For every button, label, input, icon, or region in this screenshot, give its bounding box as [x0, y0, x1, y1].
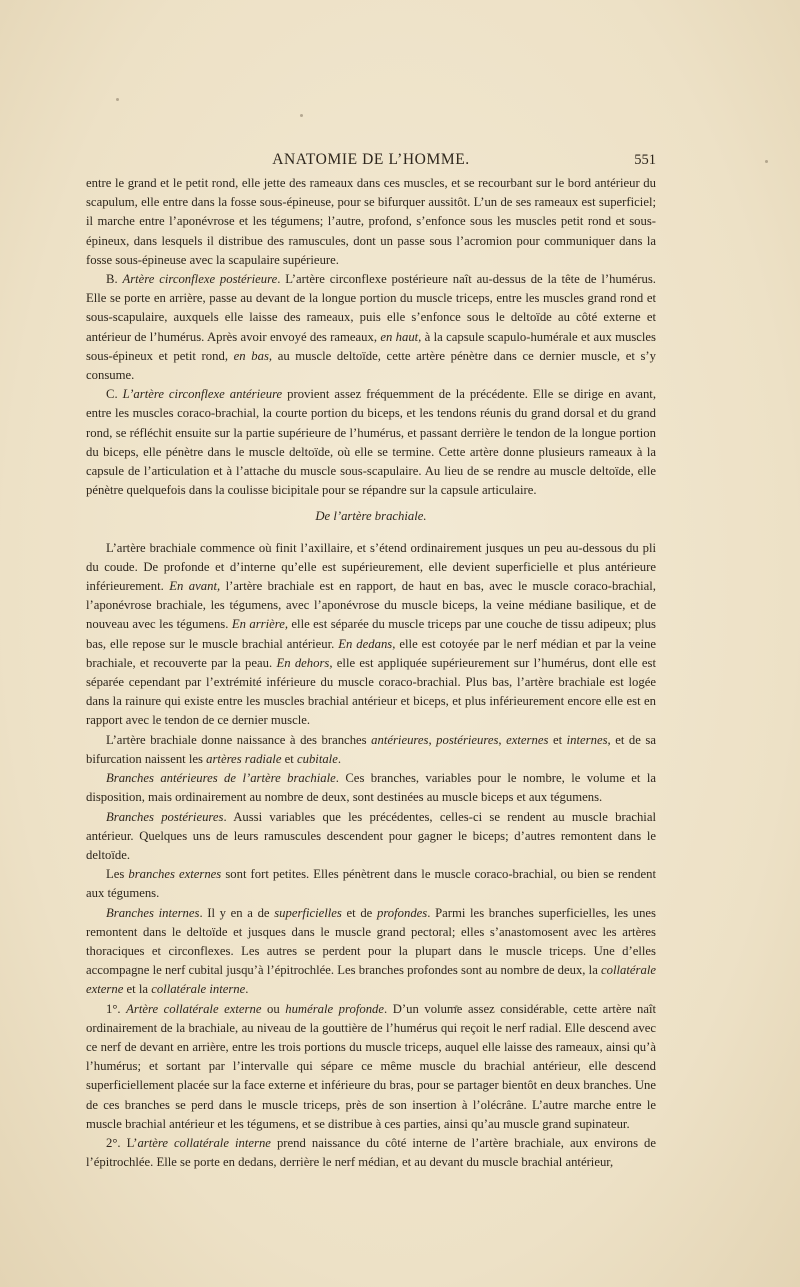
- paragraph-branches-posterieures: [86, 808, 656, 866]
- italic-term: En dehors,: [276, 655, 333, 670]
- paragraph-branches-internes: [86, 904, 656, 1000]
- italic-term: En dedans,: [338, 636, 396, 651]
- italic-term: En avant,: [169, 579, 221, 594]
- italic-term: externes: [506, 732, 549, 747]
- italic-term: Branches antérieures de l’artère brachiale: [106, 771, 336, 786]
- text-run: .: [245, 982, 249, 997]
- text-run: et: [548, 732, 567, 747]
- italic-term: Artère collatérale externe: [126, 1001, 262, 1016]
- paragraph-letter: B.: [106, 272, 123, 287]
- text-run: . Parmi les branches superficielles, les unes remontent dans le deltoïde et jusques dans le muscle grand pectoral; elles s’anastomosent avec les artères thoraciques et circonflexes. Les autres se perdent pour la plupart dans le muscle triceps. Une d’elles accompagne le nerf cubital jusqu’à l’épitrochlée. Les branches profondes sont au nombre de deux, la: [86, 905, 656, 978]
- italic-term: artères radiale: [206, 751, 282, 766]
- italic-term: cubitale: [296, 751, 338, 766]
- italic-term: collatérale externe: [86, 963, 656, 997]
- text-run: elle est appliquée supérieurement sur l’humérus, dont elle est séparée cependant par l’extrémité inférieure du muscle coraco-brachial. Plus bas, l’artère brachiale est logée dans la rainure qui existe entre les muscles brachial antérieur et biceps, et plus inférieurement encore elle est en rapport avec le tendon de ce dernier muscle.: [86, 655, 656, 728]
- text-run: ou: [261, 1001, 286, 1016]
- body-text: [86, 174, 656, 1172]
- italic-term: en bas,: [233, 348, 273, 363]
- italic-term: Artère circonflexe postérieure: [122, 272, 278, 287]
- paragraph-collaterale-externe: [86, 1000, 656, 1134]
- italic-term: superficielles: [274, 905, 342, 920]
- text-run: l’artère brachiale est en rapport, de haut en bas, avec le muscle coraco-brachial, l’aponévrose brachiale, les tégumens, avec l’aponévrose du muscle biceps, la veine médiane basilique, et de nouveau avec les tégumens.: [86, 579, 656, 632]
- page-number: 551: [634, 152, 656, 168]
- text-run: et: [281, 751, 297, 766]
- text-run: 2°. L’: [106, 1135, 138, 1150]
- text-run: L’artère brachiale donne naissance à des branches: [106, 732, 372, 747]
- text-run: sont fort petites. Elles pénètrent dans le muscle coraco-brachial, ou bien se rendent aux tégumens.: [86, 867, 656, 901]
- text-run: L’artère brachiale commence où finit l’axillaire, et s’étend ordinairement jusques un peu au-dessous du pli du coude. De profonde et d’interne qu’elle est supérieurement, elle devient superficielle et plus antérieure inférieurement.: [86, 540, 656, 594]
- text-run: ,: [498, 732, 507, 747]
- text-run: Les: [106, 867, 129, 882]
- text-run: . Il y en a de: [199, 905, 275, 920]
- paragraph-letter: C.: [106, 387, 123, 402]
- section-title: De l’artère brachiale.: [315, 509, 427, 524]
- italic-term: internes,: [566, 732, 611, 747]
- text-run: elle est séparée du muscle triceps par une couche de tissu adipeux; plus bas, elle repose sur le muscle brachial antérieur.: [86, 617, 656, 651]
- text-run: .: [337, 751, 342, 766]
- text-run: elle est cotoyée par le nerf médian et par la veine brachiale, et recouverte par la peau.: [86, 636, 656, 670]
- text-run: . Aussi variables que les précédentes, celles-ci se rendent au muscle brachial antérieur. Quelques uns de leurs ramuscules descendent pour gagner le biceps; d’autres remontent dans le deltoïde.: [86, 809, 656, 862]
- paper-spot: [300, 114, 303, 117]
- paper-spot: [116, 98, 119, 101]
- text-run: prend naissance du côté interne de l’artère brachiale, aux environs de l’épitrochlée. Elle se porte en dedans, derrière le nerf médian, et au devant du muscle brachial antérieur,: [86, 1135, 657, 1170]
- italic-term: en haut,: [380, 329, 422, 344]
- text-run: et la: [123, 982, 152, 997]
- italic-term: En arrière,: [231, 617, 288, 632]
- paragraph-artere-circonflexe-anterieure: [86, 385, 656, 500]
- italic-term: L’artère circonflexe antérieure: [122, 387, 283, 402]
- italic-term: Branches internes: [106, 905, 200, 920]
- paragraph-artere-brachiale: [86, 539, 656, 731]
- text-run: . L’artère circonflexe postérieure naît au-dessus de la tête de l’humérus. Elle se porte en arrière, passe au devant de la longue portion du muscle triceps, entre les muscles grand rond et sous-scapulaire, auxquels elle laisse des rameaux, puis elle s’enfonce sous le deltoïde au côté externe et antérieur de l’humérus. Après avoir envoyé des rameaux,: [86, 272, 656, 344]
- running-title: ANATOMIE DE L’HOMME.: [272, 151, 470, 168]
- paragraph-collaterale-interne: [86, 1134, 656, 1172]
- text-run: . Ces branches, variables pour le nombre, le volume et la disposition, mais ordinairement au nombre de deux, sont destinées au muscle biceps et aux tégumens.: [86, 771, 656, 805]
- italic-term: Branches postérieures: [106, 809, 224, 824]
- italic-term: humérale profonde: [285, 1001, 385, 1016]
- text-run: 1°.: [106, 1001, 127, 1016]
- text-run: et de sa bifurcation naissent les: [86, 732, 656, 766]
- page-header: [86, 151, 656, 173]
- paragraph-artere-circonflexe-posterieure: [86, 270, 656, 385]
- text-run: à la capsule scapulo-humérale et aux muscles sous-épineux et petit rond,: [86, 329, 656, 363]
- italic-term: branches externes: [128, 867, 222, 882]
- italic-term: antérieures, postérieures: [371, 732, 499, 747]
- paper-spot: [765, 160, 768, 163]
- text-run: et de: [341, 905, 377, 920]
- italic-term: artère collatérale interne: [137, 1135, 271, 1150]
- text-run: au muscle deltoïde, cette artère pénètre dans ce dernier muscle, et s’y consume.: [86, 348, 656, 383]
- italic-term: profondes: [376, 905, 428, 920]
- text-run: provient assez fréquemment de la précédente. Elle se dirige en avant, entre les muscles coraco-brachial, la courte portion du biceps, et les tendons réunis du grand dorsal et du grand rond, se réfléchit ensuite sur la partie supérieure de l’humérus, et passant derrière le tendon de la longue portion du biceps, elle pénètre dans le muscle deltoïde, où elle se termine. Cette artère donne plusieurs rameaux à la capsule de l’articulation et à l’attache du muscle sous-scapulaire. Au lieu de se rendre au muscle deltoïde, elle pénètre quelquefois dans la coulisse bicipitale pour se répandre sur la capsule articulaire.: [86, 387, 656, 498]
- paragraph-branches-overview: [86, 731, 656, 769]
- text-run: . D’un volume assez considérable, cette artère naît ordinairement de la brachiale, au niveau de la gouttière de l’humérus qui reçoit le nerf radial. Elle descend avec ce nerf de devant en arrière, entre les trois portions du muscle triceps, auquel elle laisse des rameaux, ainsi qu’à l’humérus; et sortant par l’intervalle qui sépare ce même muscle du brachial antérieur, elle descend superficiellement placée sur la face externe et inférieure du bras, pour se partager bientôt en deux branches. Une de ces branches se perd dans le muscle triceps, près de son insertion à l’olécrâne. L’autre marche entre le muscle brachial antérieur et les tégumens, et se distribue à ces parties, ainsi qu’au muscle grand supinateur.: [86, 1001, 656, 1131]
- paragraph-branches-externes: [86, 865, 656, 903]
- paragraph-continuation: entre le grand et le petit rond, elle jette des rameaux dans ces muscles, et se recourbant sur le bord antérieur du scapulum, elle entre dans la fosse sous-épineuse, pour se bifurquer aussitôt. L’un de ses rameaux est superficiel; il marche entre l’aponévrose et les tégumens; l’autre, profond, s’enfonce sous les muscles petit rond et sous-épineux, dans lesquels il distribue des ramuscules, dont un passe sous l’acromion pour communiquer dans la fosse sous-épineuse avec la scapulaire supérieure.: [86, 176, 656, 267]
- paragraph-branches-anterieures: [86, 769, 656, 807]
- italic-term: collatérale interne: [151, 982, 246, 997]
